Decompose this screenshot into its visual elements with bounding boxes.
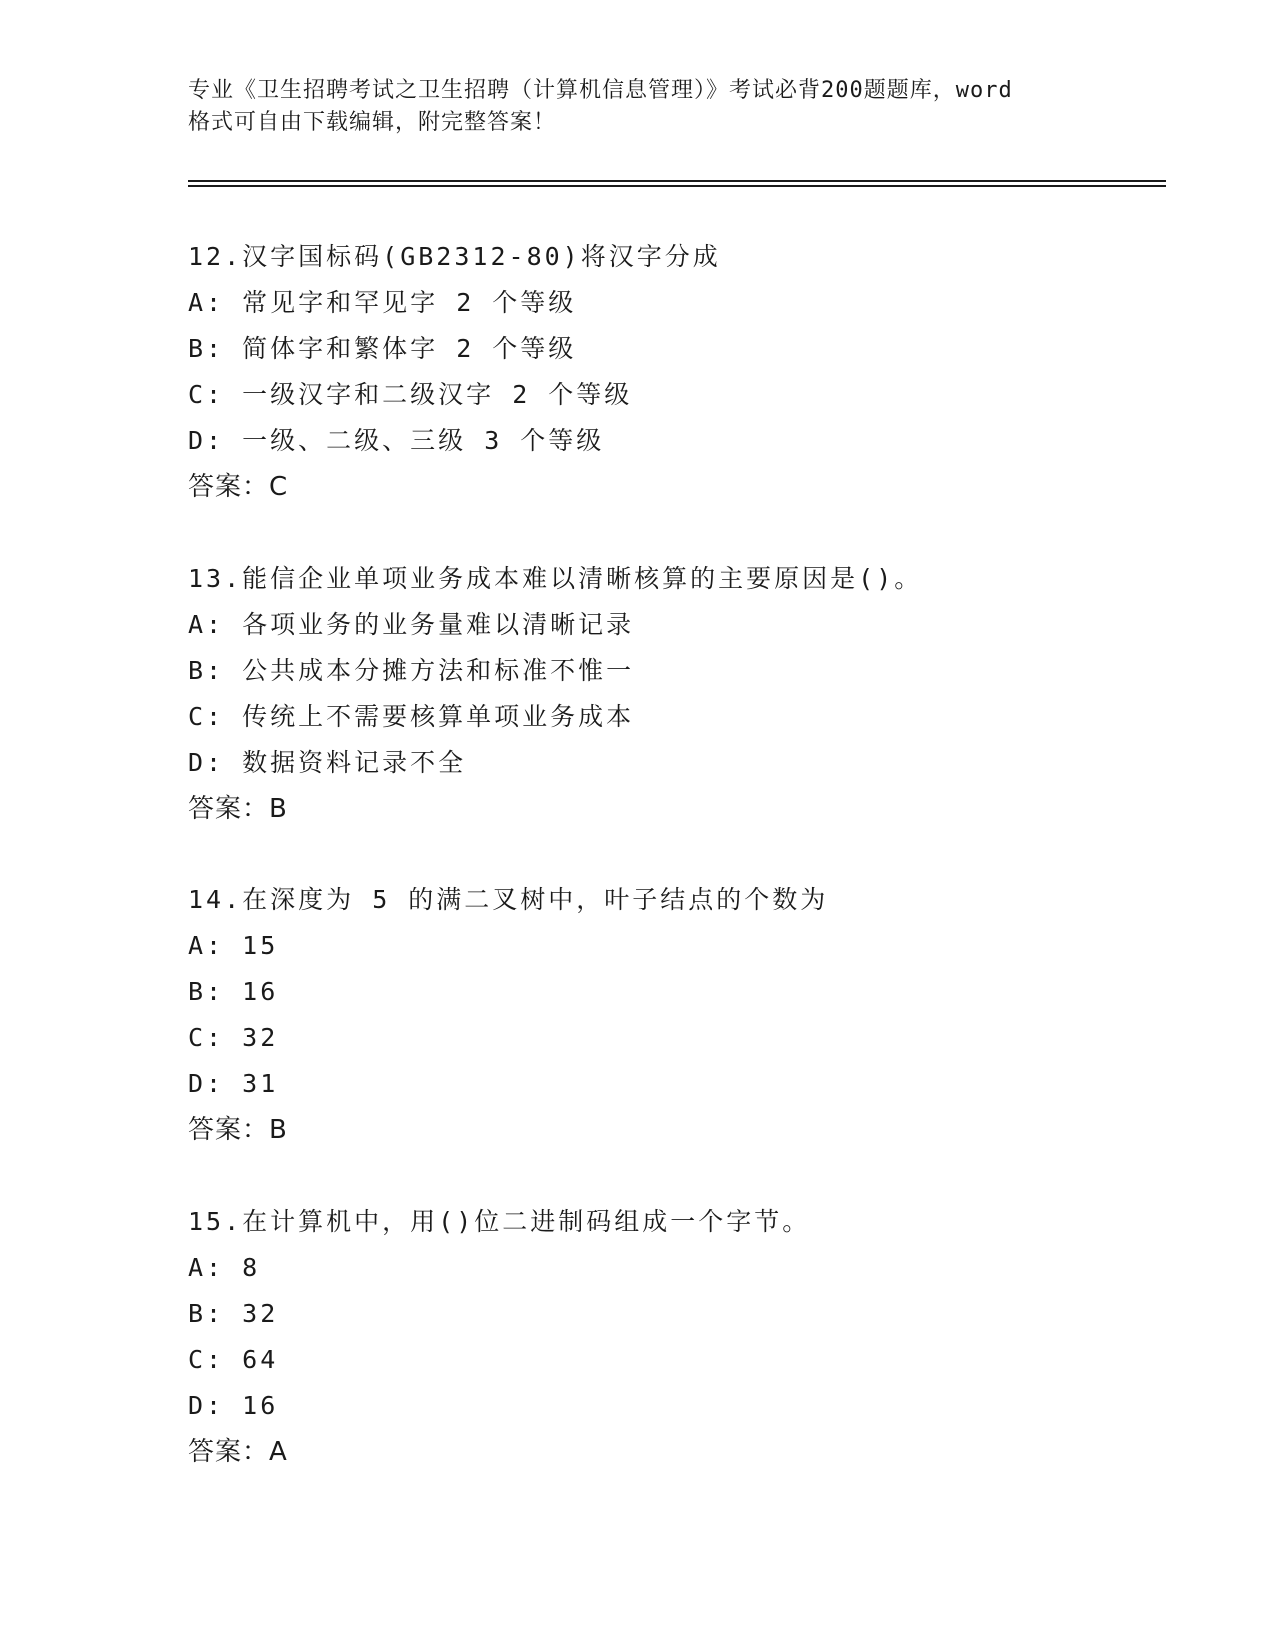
question-block-14 xyxy=(188,877,1148,1153)
option-c: C: 一级汉字和二级汉字 2 个等级 xyxy=(188,380,633,409)
option-d: D: 数据资料记录不全 xyxy=(188,748,467,777)
answer-line: 答案：A xyxy=(188,1437,288,1467)
header-divider-bottom xyxy=(188,185,1166,187)
header-divider-top xyxy=(188,180,1166,182)
question-block-12 xyxy=(188,234,1148,510)
question-stem: 13.能信企业单项业务成本难以清晰核算的主要原因是()。 xyxy=(188,564,923,593)
header-line-1: 专业《卫生招聘考试之卫生招聘（计算机信息管理）》考试必背200题题库，word xyxy=(188,78,1013,103)
option-d: D: 一级、二级、三级 3 个等级 xyxy=(188,426,605,455)
option-d: D: 31 xyxy=(188,1069,279,1098)
header-line-2: 格式可自由下载编辑，附完整答案！ xyxy=(188,110,557,135)
question-stem: 15.在计算机中，用()位二进制码组成一个字节。 xyxy=(188,1207,811,1236)
answer-line: 答案：C xyxy=(188,472,289,502)
option-c: C: 32 xyxy=(188,1023,279,1052)
option-a: A: 常见字和罕见字 2 个等级 xyxy=(188,288,577,317)
option-a: A: 15 xyxy=(188,931,279,960)
option-b: B: 32 xyxy=(188,1299,279,1328)
option-a: A: 8 xyxy=(188,1253,261,1282)
answer-line: 答案：B xyxy=(188,794,288,824)
option-b: B: 16 xyxy=(188,977,279,1006)
option-b: B: 公共成本分摊方法和标准不惟一 xyxy=(188,656,635,685)
option-c: C: 传统上不需要核算单项业务成本 xyxy=(188,702,635,731)
document-header xyxy=(188,75,1088,139)
question-stem: 12.汉字国标码(GB2312-80)将汉字分成 xyxy=(188,242,721,271)
question-block-15 xyxy=(188,1199,1148,1475)
option-a: A: 各项业务的业务量难以清晰记录 xyxy=(188,610,635,639)
option-d: D: 16 xyxy=(188,1391,279,1420)
question-stem: 14.在深度为 5 的满二叉树中，叶子结点的个数为 xyxy=(188,885,829,914)
answer-line: 答案：B xyxy=(188,1115,288,1145)
option-c: C: 64 xyxy=(188,1345,279,1374)
option-b: B: 简体字和繁体字 2 个等级 xyxy=(188,334,577,363)
question-block-13 xyxy=(188,556,1148,832)
